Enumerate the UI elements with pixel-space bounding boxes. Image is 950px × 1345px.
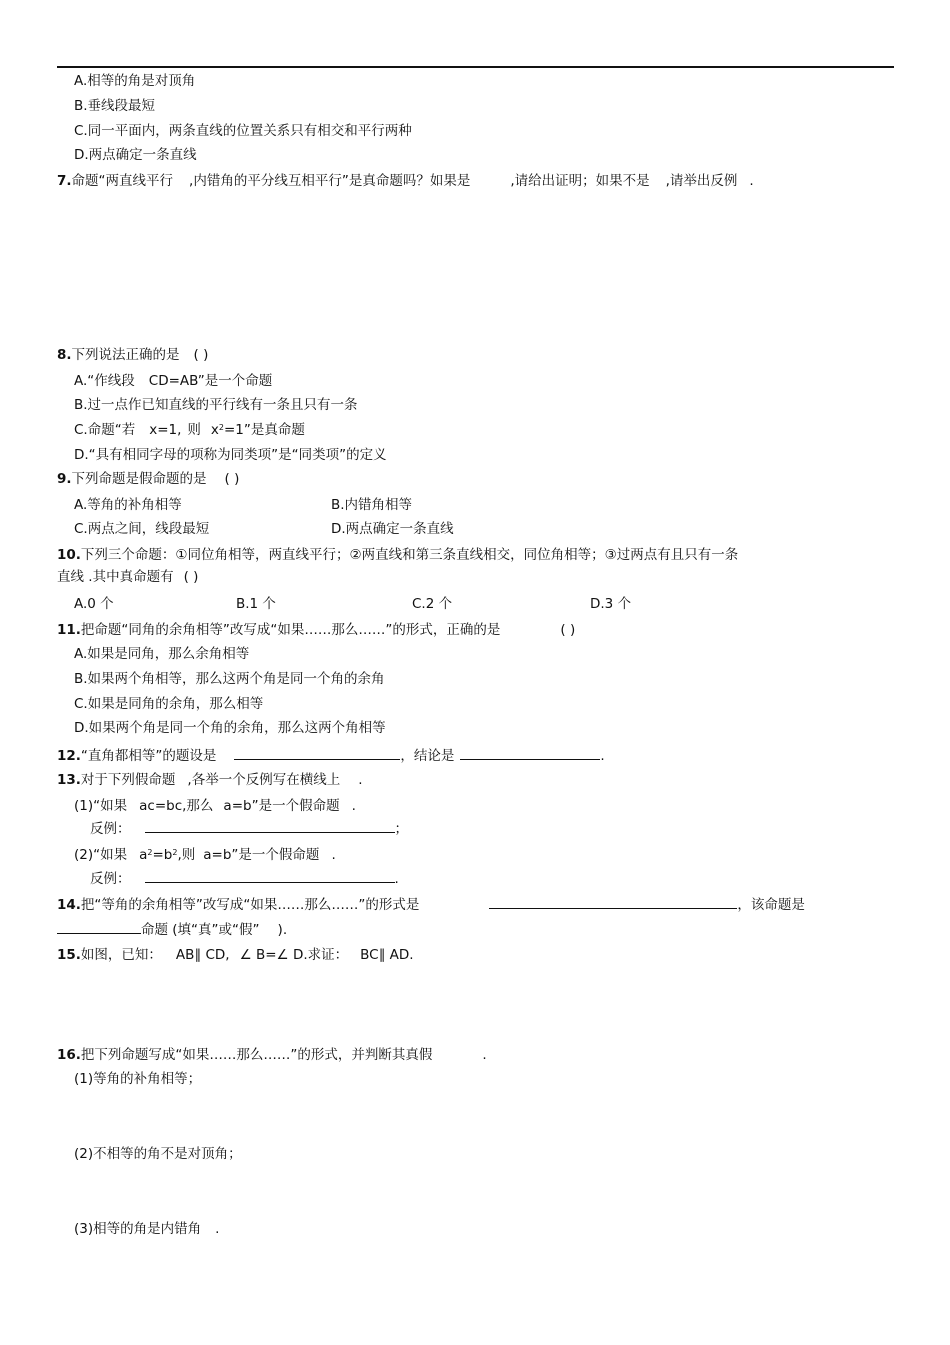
question-9	[57, 470, 239, 488]
q13-i1-text-1: (1)“如果	[74, 798, 128, 814]
q13-i1-counterexample-label: 反例：	[90, 821, 131, 837]
q8-a-text-2: CD=AB	[148, 373, 198, 389]
q6-option-c: C.同一平面内，两条直线的位置关系只有相交和平行两种	[74, 123, 412, 139]
question-10	[57, 546, 738, 564]
q14-answer-blank[interactable]	[489, 895, 737, 909]
q15-text-1: 如图，已知：	[80, 947, 162, 963]
q10-option-a: A.0 个	[74, 596, 114, 612]
q9-option-c: C.两点之间，线段最短	[74, 521, 210, 537]
q16-item-2: (2)不相等的角不是对顶角；	[74, 1146, 242, 1162]
question-13	[57, 771, 363, 789]
q8-paren: ( )	[193, 347, 209, 363]
q13-i2-counterexample-label: 反例：	[90, 871, 131, 887]
question-16	[57, 1046, 487, 1064]
q8-option-c	[74, 421, 305, 439]
q8-option-b: B.过一点作已知直线的平行线有一条且只有一条	[74, 397, 358, 413]
q13-stem: 对于下列假命题	[80, 772, 176, 788]
q10-option-d: D.3 个	[590, 596, 632, 612]
q8-c-text-5: =1”是真命题	[224, 422, 305, 438]
question-14	[57, 895, 805, 914]
q7-text-3: ,请给出证明；如果不是	[510, 173, 650, 189]
q7-text-4: ,请举出反例	[665, 173, 738, 189]
q8-c-text-4: x	[210, 422, 219, 438]
q13-item-2	[74, 846, 336, 864]
q16-stem: 把下列命题写成“如果……那么……”的形式，并判断其真假	[80, 1047, 433, 1063]
q16-item-1: (1)等角的补角相等；	[74, 1071, 202, 1087]
q13-stem-2: ,各举一个反例写在横线上	[187, 772, 341, 788]
q13-i1-text-2: ac=bc,那么	[139, 798, 214, 814]
q7-text-1: 命题“两直线平行	[71, 173, 174, 189]
q10-paren: ( )	[183, 569, 199, 585]
q12-premise-blank[interactable]	[234, 746, 400, 760]
q9-option-a: A.等角的补角相等	[74, 497, 182, 513]
q13-item-1	[74, 797, 356, 815]
q13-stem-3: .	[358, 772, 363, 788]
question-12	[57, 746, 605, 765]
q15-number: 15.	[57, 947, 81, 963]
q8-c-superscript: 2	[218, 423, 224, 432]
q16-number: 16.	[57, 1047, 81, 1063]
q13-i2-text-3: =b	[152, 847, 173, 863]
q15-text-2: AB∥ CD,	[175, 947, 230, 963]
q8-stem: 下列说法正确的是	[71, 347, 180, 363]
q14-number: 14.	[57, 897, 81, 913]
q9-paren: ( )	[224, 471, 240, 487]
q13-i1-semicolon: ；	[394, 821, 408, 837]
question-15	[57, 946, 414, 964]
q10-number: 10.	[57, 547, 81, 563]
q13-item-1-answer	[90, 819, 408, 838]
q13-i1-text-3: a=b”是一个假命题	[223, 798, 340, 814]
q11-stem: 把命题“同角的余角相等”改写成“如果……那么……”的形式，正确的是	[80, 622, 501, 638]
q16-item-3	[74, 1220, 219, 1238]
q15-text-4: BC∥ AD.	[360, 947, 414, 963]
q11-paren: ( )	[560, 622, 576, 638]
q8-c-text-1: C.命题“若	[74, 422, 136, 438]
q8-a-text-1: A.“作线段	[74, 373, 135, 389]
q13-i2-text-5: a=b”是一个假命题	[203, 847, 320, 863]
q8-number: 8.	[57, 347, 72, 363]
q13-i2-period: .	[394, 871, 399, 887]
q13-i2-superscript-1: 2	[147, 848, 153, 857]
q14-text-3: 命题 (填“真”或“假”	[141, 922, 260, 938]
q13-i2-text-6: .	[331, 847, 336, 863]
q7-text-5: .	[749, 173, 754, 189]
q8-a-text-3: ”是一个命题	[197, 373, 273, 389]
q7-number: 7.	[57, 173, 72, 189]
question-11	[57, 621, 575, 639]
q12-text-2: ，结论是	[400, 748, 455, 764]
top-rule	[57, 66, 894, 68]
q11-option-b: B.如果两个角相等，那么这两个角是同一个角的余角	[74, 671, 385, 687]
q16-i3-text-1: (3)相等的角是内错角	[74, 1221, 202, 1237]
question-8	[57, 346, 208, 364]
q9-option-d: D.两点确定一条直线	[331, 521, 454, 537]
q14-truth-blank[interactable]	[57, 920, 141, 934]
q9-stem: 下列命题是假命题的是	[71, 471, 207, 487]
q14-text-1: 把“等角的余角相等”改写成“如果……那么……”的形式是	[80, 897, 420, 913]
q12-text-3: .	[600, 748, 605, 764]
q6-option-b: B.垂线段最短	[74, 98, 156, 114]
q13-i2-superscript-2: 2	[172, 848, 178, 857]
q13-i2-text-2: a	[139, 847, 148, 863]
q11-number: 11.	[57, 622, 81, 638]
q6-option-a: A.相等的角是对顶角	[74, 73, 196, 89]
q9-number: 9.	[57, 471, 72, 487]
q7-text-2: ,内错角的平分线互相平行”是真命题吗？如果是	[189, 173, 471, 189]
q13-i1-text-4: .	[351, 798, 356, 814]
q14-line-2	[57, 920, 287, 939]
q11-option-c: C.如果是同角的余角，那么相等	[74, 696, 264, 712]
q10-option-b: B.1 个	[236, 596, 276, 612]
q10-stem: 下列三个命题：①同位角相等，两直线平行；②两直线和第三条直线相交，同位角相等；③过两点有且只有一条	[80, 547, 739, 563]
q16-stem-2: .	[482, 1047, 487, 1063]
q13-number: 13.	[57, 772, 81, 788]
q11-option-d: D.如果两个角是同一个角的余角，那么这两个角相等	[74, 720, 386, 736]
question-7	[57, 172, 754, 190]
q8-c-text-2: x=1,	[149, 422, 182, 438]
q13-i1-counterexample-blank[interactable]	[145, 819, 395, 833]
q10-stem-line-2	[57, 568, 198, 586]
q8-option-d: D.“具有相同字母的项称为同类项”是“同类项”的定义	[74, 447, 387, 463]
q13-i2-counterexample-blank[interactable]	[145, 869, 395, 883]
q10-option-c: C.2 个	[412, 596, 453, 612]
q12-number: 12.	[57, 748, 81, 764]
q11-option-a: A.如果是同角，那么余角相等	[74, 646, 250, 662]
q12-text-1: “直角都相等”的题设是	[80, 748, 217, 764]
q12-conclusion-blank[interactable]	[460, 746, 600, 760]
q14-text-4: ).	[277, 922, 288, 938]
q8-c-text-3: 则	[187, 422, 201, 438]
q10-stem-2: 直线 .其中真命题有	[57, 569, 174, 585]
q16-i3-text-2: .	[215, 1221, 220, 1237]
q14-text-2: ，该命题是	[737, 897, 805, 913]
q13-i2-text-1: (2)“如果	[74, 847, 128, 863]
q13-item-2-answer	[90, 869, 399, 888]
q13-i2-text-4: ,则	[177, 847, 196, 863]
q6-option-d: D.两点确定一条直线	[74, 147, 197, 163]
q8-option-a	[74, 372, 272, 390]
q9-option-b: B.内错角相等	[331, 497, 413, 513]
q15-text-3: ∠ B=∠ D.求证：	[239, 947, 349, 963]
